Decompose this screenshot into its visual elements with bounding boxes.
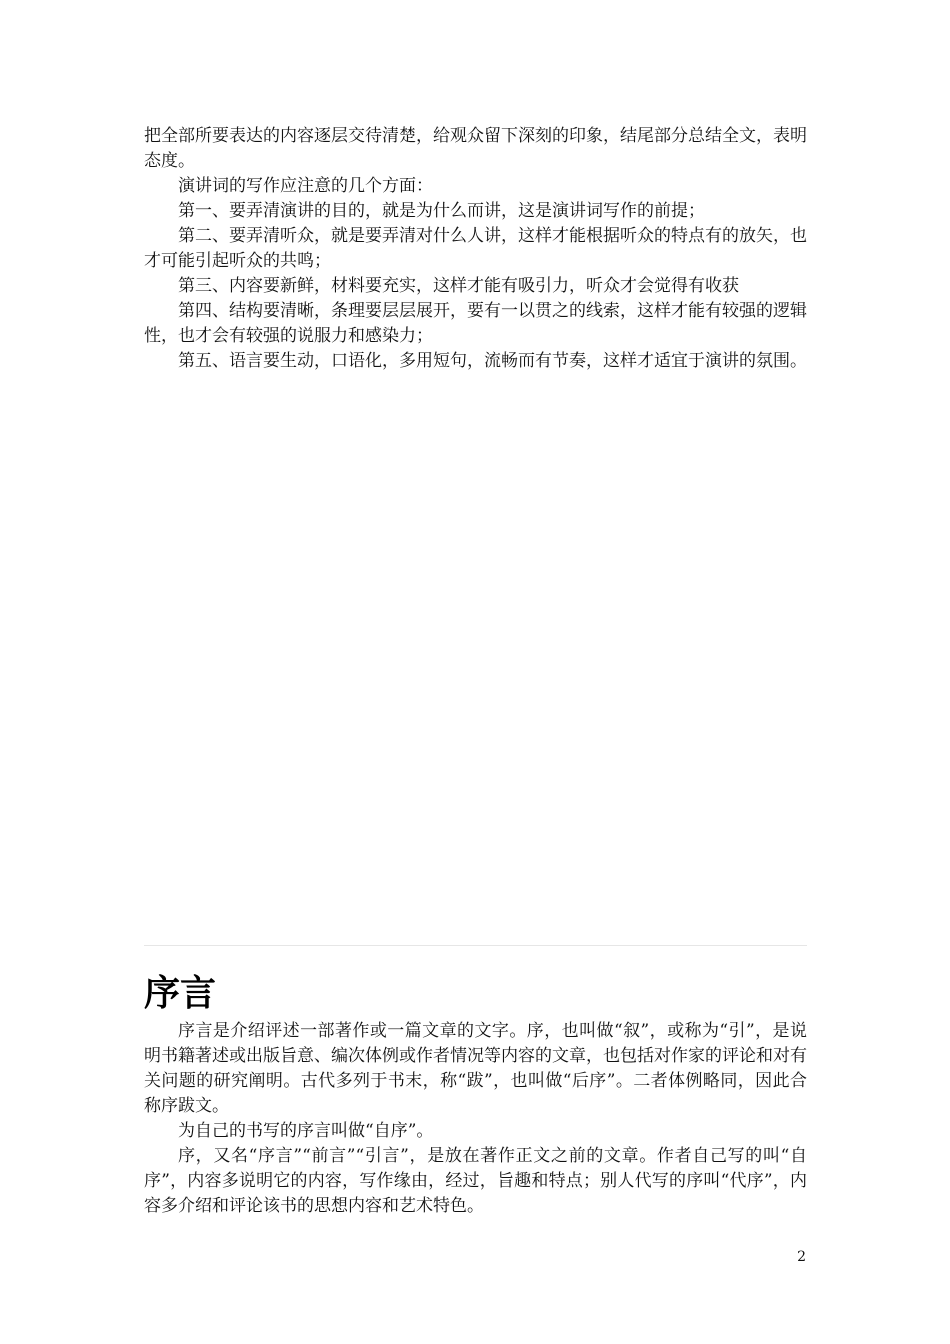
paragraph: 为自己的书写的序言叫做“自序”。 [178, 1121, 434, 1141]
paragraph: 第三、内容要新鲜，材料要充实，这样才能有吸引力，听众才会觉得有收获 [178, 276, 739, 296]
paragraph: 把全部所要表达的内容逐层交待清楚，给观众留下深刻的印象，结尾部分总结全文，表明态度。 [144, 126, 807, 171]
paragraph: 第四、结构要清晰，条理要层层展开，要有一以贯之的线索，这样才能有较强的逻辑性，也才会有较强的说服力和感染力； [144, 301, 807, 346]
continued-text-block [144, 124, 807, 374]
paragraph: 序，又名“序言”“前言”“引言”，是放在著作正文之前的文章。作者自己写的叫“自序”，内容多说明它的内容，写作缘由，经过，旨趣和特点；别人代写的序叫“代序”，内容多介绍和评论该书的思想内容和艺术特色。 [144, 1146, 807, 1216]
paragraph: 第一、要弄清演讲的目的，就是为什么而讲，这是演讲词写作的前提； [178, 201, 705, 221]
paragraph: 第五、语言要生动，口语化，多用短句，流畅而有节奏，这样才适宜于演讲的氛围。 [178, 351, 807, 371]
section-divider [144, 945, 807, 946]
section-body [144, 1019, 807, 1219]
section-title: 序言 [144, 973, 217, 1014]
page-number: 2 [797, 1249, 806, 1265]
paragraph: 第二、要弄清听众，就是要弄清对什么人讲，这样才能根据听众的特点有的放矢，也才可能引起听众的共鸣； [144, 226, 807, 271]
paragraph: 序言是介绍评述一部著作或一篇文章的文字。序，也叫做“叙”，或称为“引”，是说明书籍著述或出版旨意、编次体例或作者情况等内容的文章，也包括对作家的评论和对有关问题的研究阐明。古代多列于书末，称“跋”，也叫做“后序”。二者体例略同，因此合称序跋文。 [144, 1021, 807, 1116]
paragraph: 演讲词的写作应注意的几个方面： [178, 176, 433, 196]
